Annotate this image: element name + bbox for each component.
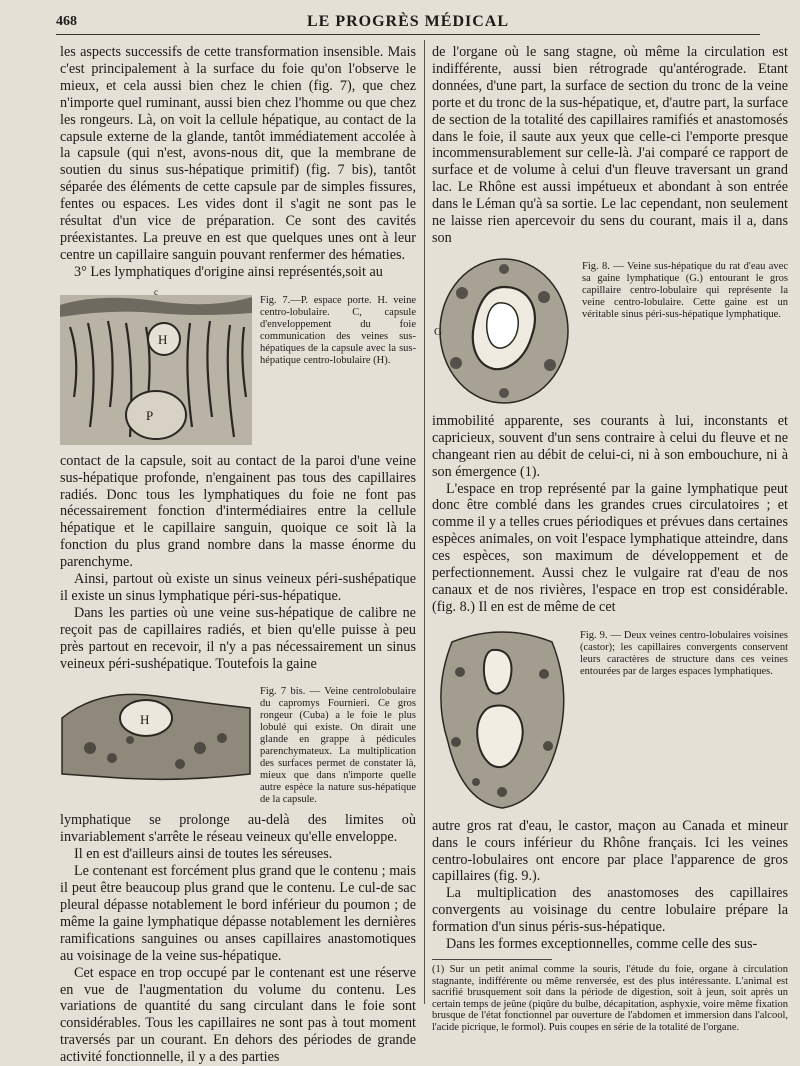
header-rule xyxy=(56,34,760,35)
paragraph: La multiplication des anastomoses des capillaires convergents au voisinage du centre lobulaire prépare la formation d'un sinus péris-sus-hépatique. xyxy=(432,885,788,936)
paragraph: Dans les parties où une veine sus-hépatique de calibre ne reçoit pas de capillaires radiés, et bien qu'elle puisse à peu près partout en recevoir, il n'y a pas nécessairement un sinus veineux péri-sushépatique. Toutefois la gaine xyxy=(60,604,416,672)
paragraph: Ainsi, partout où existe un sinus veineux péri-sushépatique il existe un sinus lymphatique péri-sus-hépatique. xyxy=(60,571,416,604)
paragraph: Le contenant est forcément plus grand que le contenu ; mais il peut être beaucoup plus grand que le contenu. Le cul-de sac pleural dépasse notablement le bord inférieur du poumon ; de même la gaine lymphatique dépasse notablement les dernières ramifications sanguines ou anses capillaires anastomotiques au voisinage de la veine sus-hépatique. xyxy=(60,863,416,964)
paragraph: 3° Les lymphatiques d'origine ainsi représentés,soit au xyxy=(74,263,383,280)
footnote-rule xyxy=(432,959,552,960)
figure-7 xyxy=(60,287,416,447)
right-column xyxy=(432,44,788,1033)
paragraph: L'espace en trop représenté par la gaine lymphatique peut donc être comblé dans les grandes crues circulatoires ; et comme il y a telles crues périodiques et prévues dans certaines espèces animales, on voit l'espace lymphatique atteindre, dans ces espèces, son maximum de développement et de perfectionnement. Aussi chez le vulgaire rat d'eau de nos canaux et de nos rivières, l'espace en trop est considérable. (fig. 8.) Il en est de même de cet xyxy=(432,480,788,615)
paragraph: immobilité apparente, ses courants à lui, inconstants et capricieux, souvent d'un sens contraire à celui du fleuve et ne changeant rien au débit de celui-ci, ni à son embouchure, ni à son émergence (1). xyxy=(432,412,788,480)
figure-7-bis-caption: Fig. 7 bis. — Veine centrolobulaire du capromys Fournieri. Ce gros rongeur (Cuba) a le foie le plus lobulé qui existe. On dirait une glande en grappe à pédicules parenchymateux. La multiplication des surfaces permet de constater là, mieux que dans n'importe quelle autre espèce la nature sus-hépatique de la capsule. xyxy=(260,686,416,806)
svg-text:P: P xyxy=(146,407,154,423)
figure-7-bis-illustration xyxy=(60,678,252,784)
column-divider xyxy=(424,40,425,1004)
svg-text:H: H xyxy=(140,712,150,728)
paragraph: les aspects successifs de cette transformation insensible. Mais c'est principalement à la surface du foie qu'on l'observe le mieux, et cela aussi bien chez le chien (fig. 7), que chez n'importe quel ruminant, aussi bien chez l'homme ou que chez les rongeurs. Là, on voit la cellule hépatique, au contact de la capsule externe de la glande, tantôt immédiatement accolée à la capsule (qui n'est, avons-nous dit, que la membrane de soutien du sinus sus-hépatique primitif) (fig. 7 bis), tantôt séparée des éléments de cette capsule par de simples fissures, fentes ou espaces. Les vides dont il s'agit ne sont pas le résultat d'un vice de préparation. Ce sont des cavités préexistantes. La preuve en est que quelques unes ont à leur centre un capillaire sanguin pouvant renfermer des hématies. xyxy=(60,44,416,263)
svg-text:c: c xyxy=(154,286,158,297)
paragraph: Cet espace en trop occupé par le contenant est une réserve en vue de l'augmentation du volume du contenu. Les variations de quantité du sang circulant dans le foie sont considérables. Tous les capillaires ne sont pas à tout moment traversés par un courant. En dehors des périodes de grande activité fonctionnelle, il y a des parties xyxy=(60,964,416,1066)
paragraph: contact de la capsule, soit au contact de la paroi d'une veine sus-hépatique profonde, n'engainent pas tous des capillaires radiés. Donc tous les lymphatiques du foie ne font pas nécessairement fonction d'intermédiaires entre la cellule hépatique et le capillaire sanguin, quoique ce soit là la fonction du plus grand nombre dans la masse énorme du parenchyme. xyxy=(60,452,416,571)
svg-text:H: H xyxy=(158,331,168,347)
figure-7-bis xyxy=(60,678,416,806)
figure-7-illustration xyxy=(60,287,252,447)
journal-title: LE PROGRÈS MÉDICAL xyxy=(306,13,510,30)
figure-8-label: G xyxy=(434,325,442,338)
figure-8-illustration xyxy=(432,253,574,407)
left-column xyxy=(60,44,416,1066)
paragraph: de l'organe où le sang stagne, où même la circulation est indifférente, aussi bien rétrograde qu'antérograde. Etant données, d'une part, la surface de section du tronc de la veine porte et du tronc de la sus-hépatique, et, d'autre part, la surface de section de la totalité des capillaires ramifiés et anastomosés dans le foie, il saute aux yeux que celle-ci l'emporte presque incommensurablement sur celle-là. J'ai comparé ce rapport de surface et de volume à celui d'un fleuve traversant un grand lac. Le Rhône est aussi impétueux et abondant à son entrée dans le Léman qu'à sa sortie. Le lac cependant, non seulement ne laisse rien apercevoir du sens du courant, mais il a, dans son xyxy=(432,44,788,246)
page-header xyxy=(56,12,760,34)
page-number: 468 xyxy=(56,14,77,29)
paragraph: autre gros rat d'eau, le castor, maçon au Canada et mineur dans le cours inférieur du Rhône français. Ici les veines centro-lobulaires ont encore par place l'apparence de gros capillaires (fig. 9.). xyxy=(432,817,788,885)
figure-9-illustration xyxy=(432,622,572,812)
figure-9 xyxy=(432,622,788,812)
figure-7-caption: Fig. 7.—P. espace porte. H. veine centro-lobulaire. C, capsule d'enveloppement du foie communication des veines sus-hépatiques de la capsule avec la sus-hépatique centro-lobulaire (H). xyxy=(260,294,416,366)
paragraph: lymphatique se prolonge au-delà des limites où invariablement s'arrête le réseau veineux qu'elle enveloppe. xyxy=(60,812,416,846)
paragraph: Il en est d'ailleurs ainsi de toutes les séreuses. xyxy=(74,846,333,863)
paragraph: Dans les formes exceptionnelles, comme celle des sus- xyxy=(446,936,758,953)
figure-8 xyxy=(432,253,788,407)
figure-9-caption: Fig. 9. — Deux veines centro-lobulaires voisines (castor); les capillaires convergents conservent leurs caractères de structure dans ces veines entourées par de larges espaces lymphatiques. xyxy=(580,629,788,677)
figure-8-caption: Fig. 8. — Veine sus-hépatique du rat d'eau avec sa gaine lymphatique (G.) entourant le gros capillaire centro-lobulaire qui représente la veine centro-lobulaire. Cette gaine est un véritable sinus péri-sus-hépatique lymphatique. xyxy=(582,260,788,320)
footnote: (1) Sur un petit animal comme la souris, l'étude du foie, organe à circulation stagnante, indifférente ou même renversée, est des plus intéressante. L'animal est sacrifié brusquement soit dans la période de digestion, soit à jeun, soit après un certain temps de jeûne (piqûre du bulbe, décapitation, asphyxie, voire même fixation brusque de l'état fonctionnel par ouverture de l'abdomen et immersion dans l'alcool, l'acide picrique, le formol). Puis coupes en série de la totalité de l'organe. xyxy=(432,964,788,1033)
